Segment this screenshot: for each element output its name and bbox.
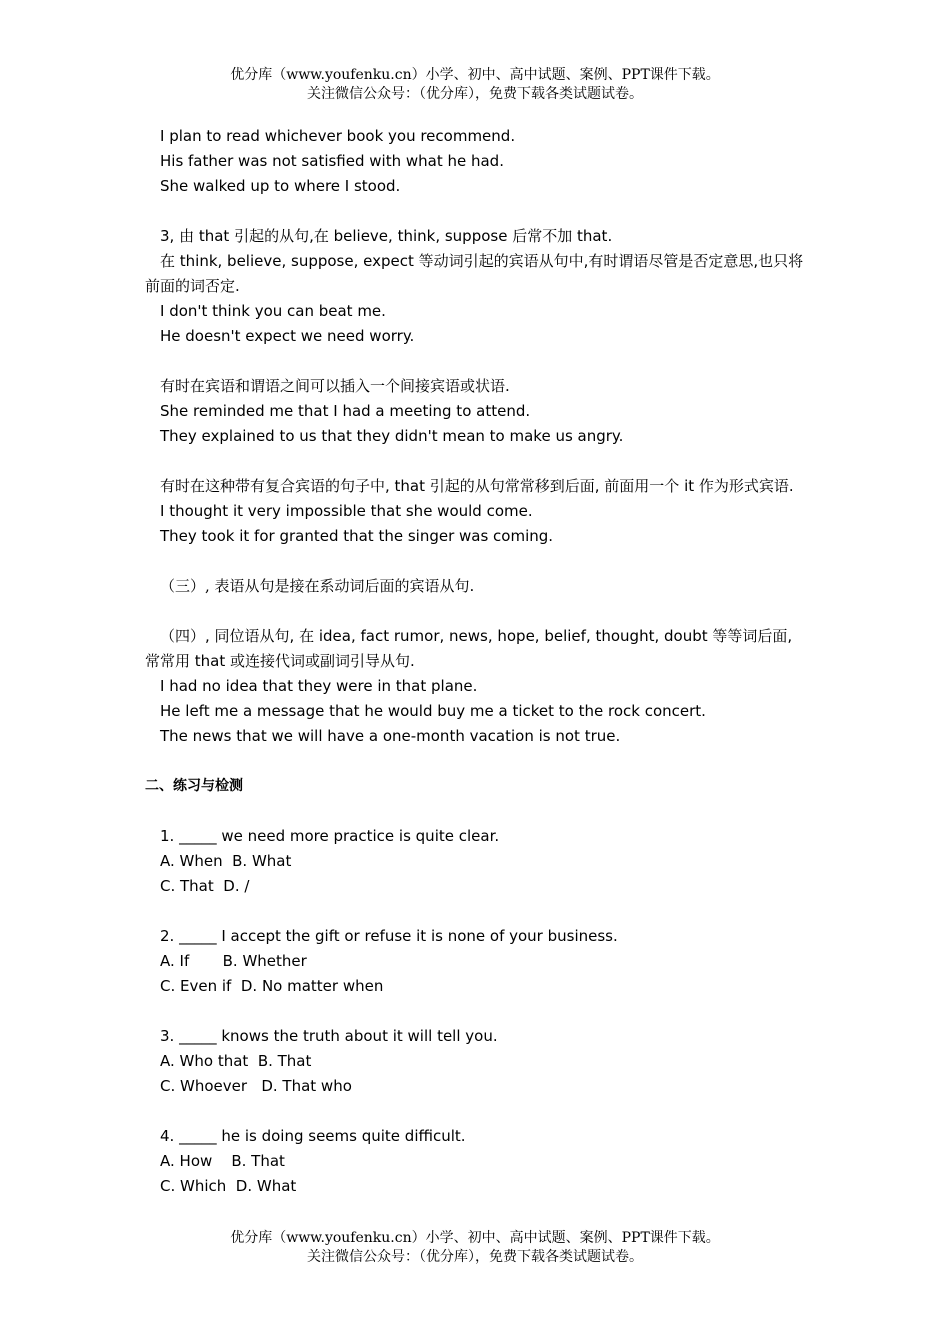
indirect-object-rule: 有时在宾语和谓语之间可以插入一个间接宾语或状语. bbox=[160, 377, 510, 395]
example-sentence: I don't think you can beat me. bbox=[160, 302, 386, 320]
question-options: A. When B. What bbox=[160, 852, 292, 870]
question-options: A. How B. That bbox=[160, 1152, 285, 1170]
example-sentence: He doesn't expect we need worry. bbox=[160, 327, 415, 345]
example-sentence: I thought it very impossible that she would come. bbox=[160, 502, 533, 520]
example-sentence: I had no idea that they were in that plane. bbox=[160, 677, 478, 695]
example-sentence: They took it for granted that the singer was coming. bbox=[160, 527, 554, 545]
question-options: A. If B. Whether bbox=[160, 952, 307, 970]
header-line-1: 优分库（www.youfenku.cn）小学、初中、高中试题、案例、PPT课件下载。 bbox=[230, 67, 720, 83]
question-stem: 1. _____ we need more practice is quite clear. bbox=[160, 827, 500, 845]
example-sentence: She reminded me that I had a meeting to attend. bbox=[160, 402, 531, 420]
example-sentence: His father was not satisfied with what he had. bbox=[160, 152, 504, 170]
question-options: C. Whoever D. That who bbox=[160, 1077, 352, 1095]
example-sentence: He left me a message that he would buy me a ticket to the rock concert. bbox=[160, 702, 706, 720]
formal-object-rule: 有时在这种带有复合宾语的句子中, that 引起的从句常常移到后面, 前面用一个 it 作为形式宾语. bbox=[160, 477, 794, 495]
rule-3-description: 在 think, believe, suppose, expect 等动词引起的宾语从句中,有时谓语尽管是否定意思,也只将前面的词否定. bbox=[145, 252, 804, 295]
question-options: A. Who that B. That bbox=[160, 1052, 312, 1070]
example-sentence: The news that we will have a one-month vacation is not true. bbox=[160, 727, 621, 745]
predicative-clause-rule: （三）, 表语从句是接在系动词后面的宾语从句. bbox=[160, 577, 475, 595]
page-header bbox=[0, 66, 950, 104]
footer-line-2: 关注微信公众号：（优分库），免费下载各类试题试卷。 bbox=[307, 1249, 643, 1265]
header-line-2: 关注微信公众号：（优分库），免费下载各类试题试卷。 bbox=[307, 86, 643, 102]
footer-line-1: 优分库（www.youfenku.cn）小学、初中、高中试题、案例、PPT课件下载。 bbox=[230, 1230, 720, 1246]
question-stem: 3. _____ knows the truth about it will tell you. bbox=[160, 1027, 498, 1045]
example-sentence: She walked up to where I stood. bbox=[160, 177, 401, 195]
question-options: C. Which D. What bbox=[160, 1177, 297, 1195]
appositive-clause-rule: （四）, 同位语从句, 在 idea, fact rumor, news, hope, belief, thought, doubt 等等词后面, 常常用 that 或连接代词或副词引导从句. bbox=[145, 627, 793, 670]
section-title: 二、练习与检测 bbox=[145, 778, 243, 794]
page-footer bbox=[0, 1229, 950, 1267]
rule-3-title: 3, 由 that 引起的从句,在 believe, think, suppose 后常不加 that. bbox=[160, 227, 613, 245]
question-stem: 2. _____ I accept the gift or refuse it is none of your business. bbox=[160, 927, 618, 945]
example-sentence: They explained to us that they didn't mean to make us angry. bbox=[160, 427, 624, 445]
question-options: C. That D. / bbox=[160, 877, 250, 895]
document-body bbox=[145, 124, 805, 1199]
example-sentence: I plan to read whichever book you recommend. bbox=[160, 127, 516, 145]
question-stem: 4. _____ he is doing seems quite difficult. bbox=[160, 1127, 466, 1145]
question-options: C. Even if D. No matter when bbox=[160, 977, 384, 995]
